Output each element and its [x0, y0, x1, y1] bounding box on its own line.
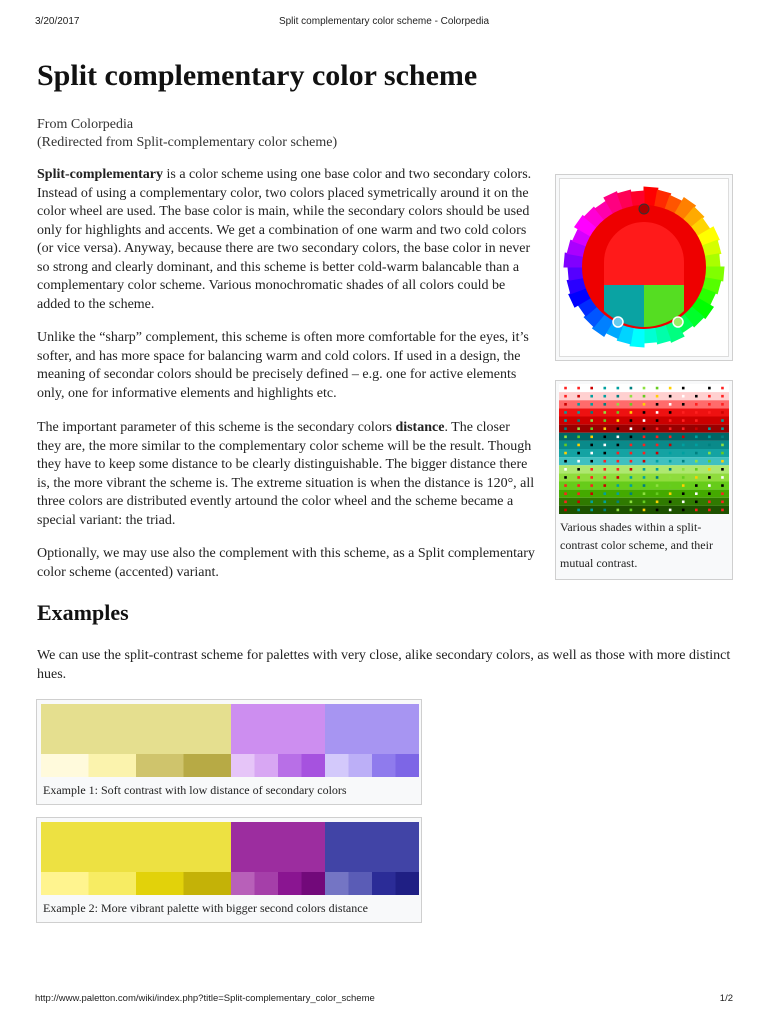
shade-contrast-dot: [669, 509, 672, 512]
shade-contrast-dot: [682, 452, 685, 455]
shade-contrast-dot: [669, 501, 672, 504]
palette-main-swatch: [41, 822, 231, 872]
shade-contrast-dot: [564, 419, 567, 422]
palette-shade-swatch: [41, 872, 89, 895]
intro-paragraph: [37, 166, 537, 314]
shade-contrast-dot: [577, 509, 580, 512]
shade-contrast-dot: [721, 509, 724, 512]
shade-contrast-dot: [669, 403, 672, 406]
shade-contrast-dot: [721, 468, 724, 471]
shade-contrast-dot: [708, 501, 711, 504]
palette-shade-swatch: [184, 754, 232, 777]
shade-contrast-dot: [617, 468, 620, 471]
shade-contrast-dot: [630, 444, 633, 447]
shade-contrast-dot: [643, 427, 646, 430]
shade-contrast-dot: [617, 387, 620, 390]
shade-contrast-dot: [643, 501, 646, 504]
example-1-caption: Example 1: Soft contrast with low distance of secondary colors: [43, 783, 347, 797]
print-title: Split complementary color scheme - Colorpedia: [278, 16, 490, 27]
shade-contrast-dot: [682, 387, 685, 390]
shade-contrast-dot: [630, 411, 633, 414]
shade-contrast-dot: [603, 444, 606, 447]
shade-contrast-dot: [682, 411, 685, 414]
shade-contrast-dot: [721, 484, 724, 487]
color-wheel-frame: [559, 178, 729, 357]
shade-contrast-dot: [656, 419, 659, 422]
example-2-palette: [41, 822, 419, 895]
example-1-palette: [41, 704, 419, 777]
shades-figure[interactable]: [555, 380, 733, 580]
palette-shade-swatch: [136, 754, 184, 777]
example-1[interactable]: [36, 699, 422, 805]
shade-contrast-dot: [603, 452, 606, 455]
shade-contrast-dot: [669, 387, 672, 390]
shade-contrast-dot: [695, 452, 698, 455]
shade-contrast-dot: [656, 484, 659, 487]
shade-contrast-dot: [682, 501, 685, 504]
shade-contrast-dot: [577, 484, 580, 487]
shade-contrast-dot: [590, 395, 593, 398]
shade-contrast-dot: [695, 444, 698, 447]
shade-contrast-dot: [643, 419, 646, 422]
shade-contrast-dot: [708, 427, 711, 430]
shade-contrast-dot: [564, 427, 567, 430]
shade-contrast-dot: [695, 395, 698, 398]
shade-contrast-dot: [617, 395, 620, 398]
shade-contrast-dot: [630, 452, 633, 455]
shade-contrast-dot: [603, 476, 606, 479]
shade-contrast-dot: [603, 427, 606, 430]
shade-contrast-dot: [669, 484, 672, 487]
shade-contrast-dot: [564, 484, 567, 487]
shade-contrast-dot: [682, 395, 685, 398]
palette-shade-swatch: [302, 872, 326, 895]
examples-intro: We can use the split-contrast scheme for palettes with very close, alike secondary colors, as well as those with more distinct hues.: [37, 648, 731, 682]
shade-contrast-dot: [721, 427, 724, 430]
example-2[interactable]: [36, 817, 422, 923]
shade-contrast-dot: [564, 492, 567, 495]
print-url: http://www.paletton.com/wiki/index.php?title=Split-complementary_color_scheme: [35, 993, 375, 1004]
palette-shade-swatch: [325, 872, 349, 895]
shade-contrast-dot: [643, 387, 646, 390]
shade-contrast-dot: [721, 387, 724, 390]
shade-contrast-dot: [603, 387, 606, 390]
shade-contrast-dot: [721, 436, 724, 439]
shade-contrast-dot: [695, 387, 698, 390]
shade-contrast-dot: [564, 468, 567, 471]
shade-contrast-dot: [603, 436, 606, 439]
shades-caption: Various shades within a split-contrast color scheme, and their mutual contrast.: [560, 520, 713, 570]
palette-shade-swatch: [396, 754, 420, 777]
shade-contrast-dot: [630, 419, 633, 422]
shade-contrast-dot: [617, 476, 620, 479]
shade-contrast-dot: [721, 444, 724, 447]
shade-contrast-dot: [603, 484, 606, 487]
shade-contrast-dot: [669, 460, 672, 463]
palette-shade-swatch: [372, 754, 396, 777]
shade-contrast-dot: [617, 452, 620, 455]
page-meta: [37, 116, 337, 152]
shade-contrast-dot: [695, 436, 698, 439]
shade-contrast-dot: [708, 468, 711, 471]
shade-contrast-dot: [682, 403, 685, 406]
shade-contrast-dot: [682, 509, 685, 512]
shade-contrast-dot: [656, 452, 659, 455]
shade-contrast-dot: [682, 484, 685, 487]
shade-contrast-dot: [669, 419, 672, 422]
shade-contrast-dot: [617, 460, 620, 463]
palette-shade-swatch: [184, 872, 232, 895]
shade-contrast-dot: [656, 460, 659, 463]
shade-contrast-dot: [708, 436, 711, 439]
shade-contrast-dot: [577, 444, 580, 447]
shade-contrast-dot: [669, 452, 672, 455]
shade-contrast-dot: [630, 468, 633, 471]
shade-contrast-dot: [577, 436, 580, 439]
shade-contrast-dot: [695, 460, 698, 463]
print-page-number: 1/2: [719, 993, 733, 1004]
shade-contrast-dot: [708, 395, 711, 398]
print-header: [35, 16, 733, 30]
shade-contrast-dot: [721, 476, 724, 479]
shade-contrast-dot: [695, 492, 698, 495]
palette-shade-swatch: [278, 754, 302, 777]
palette-shade-swatch: [89, 754, 137, 777]
shade-contrast-dot: [564, 436, 567, 439]
distance-bold: distance: [395, 420, 445, 435]
shade-contrast-dot: [617, 501, 620, 504]
shade-contrast-dot: [630, 436, 633, 439]
shade-contrast-dot: [617, 403, 620, 406]
color-wheel-image: [560, 179, 728, 356]
shade-contrast-dot: [682, 468, 685, 471]
shade-contrast-dot: [695, 501, 698, 504]
shade-contrast-dot: [603, 468, 606, 471]
shade-contrast-dot: [617, 492, 620, 495]
palette-shade-swatch: [231, 754, 255, 777]
shade-contrast-dot: [577, 460, 580, 463]
wheel-segment: [705, 254, 720, 267]
shade-contrast-dot: [682, 436, 685, 439]
shade-contrast-dot: [590, 468, 593, 471]
shade-contrast-dot: [695, 403, 698, 406]
shade-contrast-dot: [603, 509, 606, 512]
shade-contrast-dot: [564, 460, 567, 463]
shade-contrast-dot: [656, 492, 659, 495]
shade-contrast-dot: [643, 452, 646, 455]
shade-contrast-dot: [656, 403, 659, 406]
shade-contrast-dot: [656, 411, 659, 414]
shade-contrast-dot: [669, 492, 672, 495]
shade-contrast-dot: [630, 427, 633, 430]
shade-contrast-dot: [564, 395, 567, 398]
shade-contrast-dot: [669, 411, 672, 414]
shade-contrast-dot: [682, 492, 685, 495]
shade-contrast-dot: [721, 501, 724, 504]
palette-shade-swatch: [255, 754, 279, 777]
shade-contrast-dot: [656, 468, 659, 471]
shade-contrast-dot: [603, 395, 606, 398]
shade-contrast-dot: [708, 492, 711, 495]
shade-contrast-dot: [590, 427, 593, 430]
shade-contrast-dot: [643, 460, 646, 463]
shades-grid-image: [559, 384, 729, 514]
shade-contrast-dot: [682, 419, 685, 422]
examples-heading: Examples: [37, 600, 129, 625]
shade-contrast-dot: [695, 484, 698, 487]
shade-contrast-dot: [577, 387, 580, 390]
shade-contrast-dot: [669, 427, 672, 430]
shade-contrast-dot: [590, 492, 593, 495]
shade-contrast-dot: [590, 484, 593, 487]
wheel-handle: [639, 204, 649, 214]
palette-main-swatch: [325, 704, 419, 754]
shade-contrast-dot: [656, 476, 659, 479]
shade-contrast-dot: [643, 403, 646, 406]
shade-contrast-dot: [643, 436, 646, 439]
shade-contrast-dot: [564, 411, 567, 414]
shade-contrast-dot: [669, 395, 672, 398]
shade-contrast-dot: [643, 444, 646, 447]
shade-contrast-dot: [564, 403, 567, 406]
palette-shade-swatch: [372, 872, 396, 895]
shade-contrast-dot: [590, 436, 593, 439]
shade-contrast-dot: [564, 452, 567, 455]
wheel-segment: [644, 328, 657, 343]
shade-contrast-dot: [656, 387, 659, 390]
shade-contrast-dot: [577, 411, 580, 414]
shade-contrast-dot: [656, 436, 659, 439]
shade-contrast-dot: [708, 419, 711, 422]
shade-contrast-dot: [630, 460, 633, 463]
shade-contrast-dot: [590, 460, 593, 463]
shade-contrast-dot: [590, 452, 593, 455]
shade-contrast-dot: [590, 501, 593, 504]
shade-contrast-dot: [721, 492, 724, 495]
shade-contrast-dot: [669, 444, 672, 447]
example-2-caption: Example 2: More vibrant palette with bigger second colors distance: [43, 901, 368, 915]
shade-contrast-dot: [643, 395, 646, 398]
shade-contrast-dot: [590, 403, 593, 406]
shade-contrast-dot: [643, 492, 646, 495]
shade-contrast-dot: [643, 484, 646, 487]
from-line: From Colorpedia: [37, 117, 134, 132]
shade-contrast-dot: [669, 476, 672, 479]
shade-contrast-dot: [617, 444, 620, 447]
shade-contrast-dot: [721, 411, 724, 414]
palette-shade-swatch: [231, 872, 255, 895]
shade-contrast-dot: [603, 460, 606, 463]
palette-shade-swatch: [349, 872, 373, 895]
distance-text-after: . The closer they are, the more similar to the complementary color scheme will be the result. Though they have to keep some distance to be clearly distinguishable. The bigger distance there is, the more vibrant the scheme is. The extreme situation is when the distance is 120°, all three colors are distributed evently artound the color wheel and the scheme became a special variant: the triad.: [37, 420, 535, 528]
distance-text-before: The important parameter of this scheme is the secondary colors: [37, 420, 396, 435]
redirect-line[interactable]: (Redirected from Split-complementary color scheme): [37, 135, 338, 150]
shade-contrast-dot: [603, 411, 606, 414]
shade-contrast-dot: [630, 387, 633, 390]
shade-contrast-dot: [721, 395, 724, 398]
palette-shade-swatch: [302, 754, 326, 777]
shade-contrast-dot: [695, 509, 698, 512]
shade-contrast-dot: [695, 411, 698, 414]
shade-contrast-dot: [564, 444, 567, 447]
distance-paragraph: [37, 419, 537, 530]
shade-contrast-dot: [590, 411, 593, 414]
palette-shade-swatch: [396, 872, 420, 895]
shade-contrast-dot: [577, 419, 580, 422]
shade-contrast-dot: [603, 403, 606, 406]
shade-contrast-dot: [721, 419, 724, 422]
palette-shade-swatch: [255, 872, 279, 895]
shade-contrast-dot: [708, 509, 711, 512]
shade-contrast-dot: [577, 501, 580, 504]
shade-contrast-dot: [564, 387, 567, 390]
palette-main-swatch: [231, 704, 325, 754]
shade-contrast-dot: [708, 460, 711, 463]
shade-contrast-dot: [630, 403, 633, 406]
palette-shade-swatch: [136, 872, 184, 895]
shade-contrast-dot: [656, 501, 659, 504]
shade-contrast-dot: [669, 436, 672, 439]
palette-shade-swatch: [89, 872, 137, 895]
shade-contrast-dot: [695, 468, 698, 471]
shade-contrast-dot: [603, 492, 606, 495]
shade-contrast-dot: [682, 427, 685, 430]
shade-contrast-dot: [617, 427, 620, 430]
palette-main-swatch: [231, 822, 325, 872]
shade-contrast-dot: [721, 403, 724, 406]
shade-contrast-dot: [682, 444, 685, 447]
shade-contrast-dot: [603, 501, 606, 504]
shade-contrast-dot: [695, 476, 698, 479]
shade-contrast-dot: [708, 387, 711, 390]
comfort-paragraph: Unlike the “sharp” complement, this scheme is often more comfortable for the eyes, it’s softer, and has more space for balancing warm and cold colors. If used in a design, the meaning of secondar colors should be precisely defined – e.g. one for active elements only, one for informative elements and highlights etc.: [37, 330, 529, 401]
shade-contrast-dot: [617, 436, 620, 439]
wheel-handle: [613, 317, 623, 327]
palette-shade-swatch: [349, 754, 373, 777]
shade-contrast-dot: [590, 387, 593, 390]
wheel-segment: [568, 267, 583, 280]
shade-contrast-dot: [564, 501, 567, 504]
shade-contrast-dot: [643, 468, 646, 471]
shade-contrast-dot: [630, 501, 633, 504]
shade-contrast-dot: [577, 476, 580, 479]
shade-contrast-dot: [577, 427, 580, 430]
shade-contrast-dot: [630, 395, 633, 398]
shade-contrast-dot: [577, 395, 580, 398]
shade-contrast-dot: [708, 476, 711, 479]
shade-contrast-dot: [577, 468, 580, 471]
shade-contrast-dot: [577, 403, 580, 406]
wheel-segment: [631, 191, 644, 206]
shade-contrast-dot: [590, 476, 593, 479]
shade-contrast-dot: [656, 395, 659, 398]
shade-contrast-dot: [617, 509, 620, 512]
shade-contrast-dot: [721, 452, 724, 455]
shade-contrast-dot: [590, 419, 593, 422]
shade-contrast-dot: [577, 492, 580, 495]
shade-contrast-dot: [682, 460, 685, 463]
shade-contrast-dot: [630, 509, 633, 512]
shade-contrast-dot: [721, 460, 724, 463]
shade-contrast-dot: [656, 427, 659, 430]
shade-contrast-dot: [590, 509, 593, 512]
print-date: 3/20/2017: [35, 16, 80, 27]
shade-contrast-dot: [590, 444, 593, 447]
shade-contrast-dot: [630, 476, 633, 479]
shade-contrast-dot: [695, 419, 698, 422]
print-footer: [35, 993, 733, 1007]
shade-contrast-dot: [577, 452, 580, 455]
shade-contrast-dot: [630, 492, 633, 495]
palette-main-swatch: [325, 822, 419, 872]
shade-contrast-dot: [708, 403, 711, 406]
shade-contrast-dot: [617, 411, 620, 414]
shade-contrast-dot: [708, 484, 711, 487]
wheel-handle: [673, 317, 683, 327]
intro-paragraph-text: is a color scheme using one base color and two secondary colors. Instead of using a complementary color, two colors placed symetrically around it on the color wheel are used. The base color is main, while the secondary colors should be used only for highlights and accents. We get a combination of one warm and two cold colors (or vice versa). Anyway, because there are two secondary colors, the base color in never so strong and clearly dominant, and this scheme is better cold-warm balancable than a complementary color scheme. Various monochromatic shades of all colors could be added to the scheme.: [37, 167, 532, 312]
shade-contrast-dot: [603, 419, 606, 422]
shade-contrast-dot: [708, 452, 711, 455]
shade-contrast-dot: [656, 509, 659, 512]
page-title: Split complementary color scheme: [37, 59, 478, 92]
palette-shade-swatch: [325, 754, 349, 777]
shade-contrast-dot: [708, 444, 711, 447]
palette-main-swatch: [41, 704, 231, 754]
shade-contrast-dot: [695, 427, 698, 430]
shade-contrast-dot: [643, 509, 646, 512]
color-wheel-figure[interactable]: [555, 174, 733, 361]
shade-contrast-dot: [630, 484, 633, 487]
term-bold: Split-complementary: [37, 167, 163, 182]
shade-contrast-dot: [669, 468, 672, 471]
shade-contrast-dot: [564, 509, 567, 512]
shade-contrast-dot: [643, 476, 646, 479]
shade-contrast-dot: [617, 484, 620, 487]
shade-contrast-dot: [643, 411, 646, 414]
shade-contrast-dot: [656, 444, 659, 447]
shade-contrast-dot: [708, 411, 711, 414]
shade-contrast-dot: [682, 476, 685, 479]
accented-paragraph: Optionally, we may use also the complement with this scheme, as a Split complementary color scheme (accented) variant.: [37, 546, 535, 580]
palette-shade-swatch: [41, 754, 89, 777]
shade-contrast-dot: [564, 476, 567, 479]
palette-shade-swatch: [278, 872, 302, 895]
shade-contrast-dot: [617, 419, 620, 422]
